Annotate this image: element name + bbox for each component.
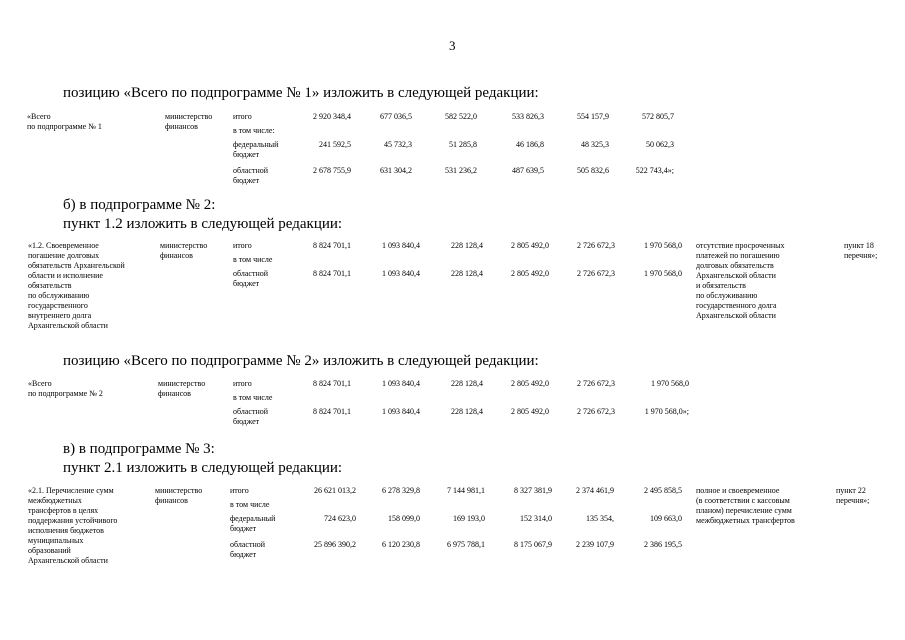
- cell-value: 2 920 348,4: [313, 112, 351, 121]
- row-label: итого: [233, 241, 252, 250]
- cell-value: 2 805 492,0: [511, 241, 549, 250]
- cell-value: 228 128,4: [451, 407, 483, 416]
- heading-subprogram-3: в) в подпрограмме № 3:: [63, 441, 215, 457]
- cell-value: 487 639,5: [512, 166, 544, 175]
- cell-value: 46 186,8: [516, 140, 544, 149]
- cell-value: 582 522,0: [445, 112, 477, 121]
- cell-value: 135 354,: [586, 514, 614, 523]
- reference: пункт 18 перечня»;: [844, 241, 878, 260]
- item-name: «Всего по подпрограмме № 1: [27, 112, 102, 131]
- executor: министерство финансов: [165, 112, 213, 131]
- cell-value: 554 157,9: [577, 112, 609, 121]
- cell-value: 50 062,3: [646, 140, 674, 149]
- heading-subprogram-2: б) в подпрограмме № 2:: [63, 197, 216, 213]
- row-label: в том числе: [233, 393, 273, 402]
- reference: пункт 22 перечня»;: [836, 486, 870, 505]
- cell-value: 158 099,0: [388, 514, 420, 523]
- row-label: в том числе: [233, 255, 273, 264]
- row-label: итого: [233, 112, 252, 121]
- cell-value: 724 623,0: [324, 514, 356, 523]
- cell-value: 2 805 492,0: [511, 379, 549, 388]
- cell-value: 2 805 492,0: [511, 407, 549, 416]
- cell-value: 6 120 230,8: [382, 540, 420, 549]
- cell-value: 2 239 107,9: [576, 540, 614, 549]
- heading-item-1-2: пункт 1.2 изложить в следующей редакции:: [63, 216, 343, 232]
- item-name: «Всего по подпрограмме № 2: [28, 379, 103, 398]
- cell-value: 8 824 701,1: [313, 241, 351, 250]
- row-label: федеральный бюджет: [233, 140, 279, 159]
- cell-value: 6 278 329,8: [382, 486, 420, 495]
- heading-item-2-1: пункт 2.1 изложить в следующей редакции:: [63, 460, 343, 476]
- cell-value: 1 093 840,4: [382, 379, 420, 388]
- executor: министерство финансов: [158, 379, 206, 398]
- cell-value: 505 832,6: [577, 166, 609, 175]
- cell-value: 8 175 067,9: [514, 540, 552, 549]
- item-name: «2.1. Перечисление сумм межбюджетных трансфертов в целях поддержания устойчивого исполнения бюджетов муниципальных образований Архангельской области: [28, 486, 118, 565]
- row-label: областной бюджет: [233, 166, 269, 185]
- row-label: итого: [233, 379, 252, 388]
- cell-value: 2 386 195,5: [644, 540, 682, 549]
- cell-value: 531 236,2: [445, 166, 477, 175]
- cell-value: 48 325,3: [581, 140, 609, 149]
- heading-total-subprogram-2: позицию «Всего по подпрограмме № 2» изложить в следующей редакции:: [63, 353, 539, 369]
- cell-value: 1 093 840,4: [382, 269, 420, 278]
- cell-value: 1 970 568,0: [644, 241, 682, 250]
- executor: министерство финансов: [155, 486, 203, 505]
- cell-value: 228 128,4: [451, 269, 483, 278]
- cell-value: 8 824 701,1: [313, 407, 351, 416]
- page-number: 3: [449, 38, 456, 53]
- cell-value: 169 193,0: [453, 514, 485, 523]
- cell-value: 522 743,4»;: [635, 166, 674, 175]
- cell-value: 2 726 672,3: [577, 379, 615, 388]
- cell-value: 2 726 672,3: [577, 241, 615, 250]
- cell-value: 8 327 381,9: [514, 486, 552, 495]
- cell-value: 25 896 390,2: [314, 540, 356, 549]
- cell-value: 228 128,4: [451, 379, 483, 388]
- cell-value: 2 495 858,5: [644, 486, 682, 495]
- row-label: областной бюджет: [230, 540, 266, 559]
- cell-value: 2 374 461,9: [576, 486, 614, 495]
- cell-value: 1 970 568,0»;: [644, 407, 689, 416]
- cell-value: 6 975 788,1: [447, 540, 485, 549]
- cell-value: 241 592,5: [319, 140, 351, 149]
- row-label: в том числе:: [233, 126, 275, 135]
- cell-value: 631 304,2: [380, 166, 412, 175]
- cell-value: 2 726 672,3: [577, 407, 615, 416]
- cell-value: 45 732,3: [384, 140, 412, 149]
- cell-value: 2 678 755,9: [313, 166, 351, 175]
- cell-value: 51 285,8: [449, 140, 477, 149]
- cell-value: 8 824 701,1: [313, 379, 351, 388]
- row-label: областной бюджет: [233, 269, 269, 288]
- cell-value: 2 726 672,3: [577, 269, 615, 278]
- expected-result: полное и своевременное (в соответствии с кассовым планом) перечисление сумм межбюджетных трансфертов: [696, 486, 795, 525]
- cell-value: 7 144 981,1: [447, 486, 485, 495]
- executor: министерство финансов: [160, 241, 208, 260]
- item-name: «1.2. Своевременное погашение долговых обязательств Архангельской области и исполнение обязательств по обслуживанию государственного внутреннего долга Архангельской области: [28, 241, 125, 330]
- expected-result: отсутствие просроченных платежей по погашению долговых обязательств Архангельской области и обязательств по обслуживанию государственного долга Архангельской области: [696, 241, 785, 320]
- cell-value: 1 093 840,4: [382, 241, 420, 250]
- cell-value: 26 621 013,2: [314, 486, 356, 495]
- row-label: в том числе: [230, 500, 270, 509]
- row-label: областной бюджет: [233, 407, 269, 426]
- cell-value: 2 805 492,0: [511, 269, 549, 278]
- row-label: итого: [230, 486, 249, 495]
- cell-value: 8 824 701,1: [313, 269, 351, 278]
- row-label: федеральный бюджет: [230, 514, 276, 533]
- cell-value: 228 128,4: [451, 241, 483, 250]
- cell-value: 1 970 568,0: [651, 379, 689, 388]
- heading-total-subprogram-1: позицию «Всего по подпрограмме № 1» изложить в следующей редакции:: [63, 85, 539, 101]
- cell-value: 109 663,0: [650, 514, 682, 523]
- cell-value: 152 314,0: [520, 514, 552, 523]
- cell-value: 677 036,5: [380, 112, 412, 121]
- cell-value: 572 805,7: [642, 112, 674, 121]
- cell-value: 1 970 568,0: [644, 269, 682, 278]
- cell-value: 1 093 840,4: [382, 407, 420, 416]
- cell-value: 533 826,3: [512, 112, 544, 121]
